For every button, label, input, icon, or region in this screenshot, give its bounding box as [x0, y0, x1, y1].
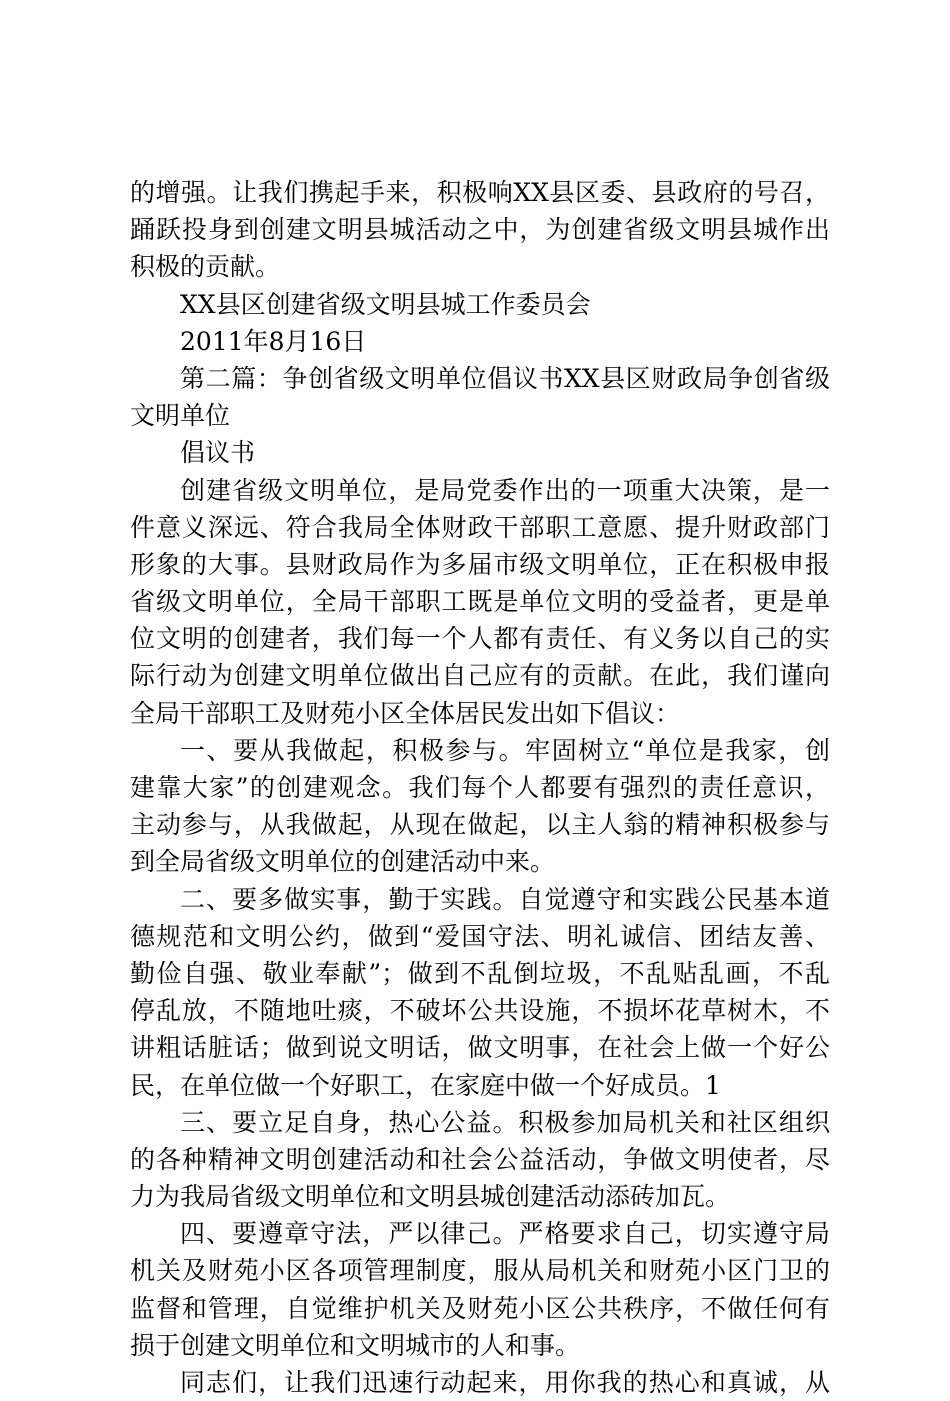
document-body: [130, 174, 830, 1401]
text-line: 件意义深远、符合我局全体财政干部职工意愿、提升财政部门: [130, 512, 830, 542]
text-line: 机关及财苑小区各项管理制度，服从局机关和财苑小区门卫的: [130, 1256, 830, 1286]
text-line: 停乱放，不随地吐痰，不破坏公共设施，不损坏花草树木，不: [130, 996, 830, 1026]
text-line: 省级文明单位，全局干部职工既是单位文明的受益者，更是单: [130, 587, 830, 617]
text-line: 讲粗话脏话；做到说文明话，做文明事，在社会上做一个好公: [130, 1033, 830, 1063]
text-line: 第二篇：争创省级文明单位倡议书XX县区财政局争创省级: [180, 363, 830, 393]
text-line: 建靠大家”的创建观念。我们每个人都要有强烈的责任意识，: [130, 773, 830, 802]
text-line: 四、要遵章守法，严以律己。严格要求自己，切实遵守局: [180, 1219, 830, 1249]
text-line: 位文明的创建者，我们每一个人都有责任、有义务以自己的实: [130, 624, 830, 654]
text-line: 损于创建文明单位和文明城市的人和事。: [130, 1330, 581, 1360]
text-line: 创建省级文明单位，是局党委作出的一项重大决策，是一: [180, 475, 830, 505]
text-line: 全局干部职工及财苑小区全体居民发出如下倡议：: [130, 698, 681, 728]
text-line: 二、要多做实事，勤于实践。自觉遵守和实践公民基本道: [180, 884, 830, 914]
text-line: 2011年8月16日: [180, 326, 367, 356]
text-line: 踊跃投身到创建文明县城活动之中，为创建省级文明县城作出: [130, 215, 830, 245]
text-line: 际行动为创建文明单位做出自己应有的贡献。在此，我们谨向: [130, 661, 830, 691]
text-line: 德规范和文明公约，做到“爱国守法、明礼诚信、团结友善、: [130, 921, 830, 951]
text-line: 勤俭自强、敬业奉献”；做到不乱倒垃圾，不乱贴乱画，不乱: [130, 958, 830, 988]
text-line: 的增强。让我们携起手来，积极响XX县区委、县政府的号召，: [130, 178, 830, 207]
text-line: 同志们，让我们迅速行动起来，用你我的热心和真诚，从: [180, 1368, 830, 1397]
text-line: 主动参与，从我做起，从现在做起，以主人翁的精神积极参与: [130, 810, 830, 840]
text-line: 民，在单位做一个好职工，在家庭中做一个好成员。1: [130, 1070, 721, 1100]
text-line: 形象的大事。县财政局作为多届市级文明单位，正在积极申报: [130, 549, 830, 579]
text-line: XX县区创建省级文明县城工作委员会: [180, 289, 591, 319]
text-line: 三、要立足自身，热心公益。积极参加局机关和社区组织: [180, 1107, 830, 1137]
text-line: 到全局省级文明单位的创建活动中来。: [130, 847, 556, 877]
text-line: 倡议书: [180, 438, 256, 468]
text-line: 监督和管理，自觉维护机关及财苑小区公共秩序，不做任何有: [130, 1293, 830, 1323]
text-line: 的各种精神文明创建活动和社会公益活动，争做文明使者，尽: [130, 1144, 830, 1174]
text-line: 一、要从我做起，积极参与。牢固树立“单位是我家，创: [180, 735, 830, 765]
text-line: 文明单位: [130, 401, 231, 431]
text-line: 力为我局省级文明单位和文明县城创建活动添砖加瓦。: [130, 1182, 731, 1212]
text-line: 积极的贡献。: [130, 252, 281, 282]
